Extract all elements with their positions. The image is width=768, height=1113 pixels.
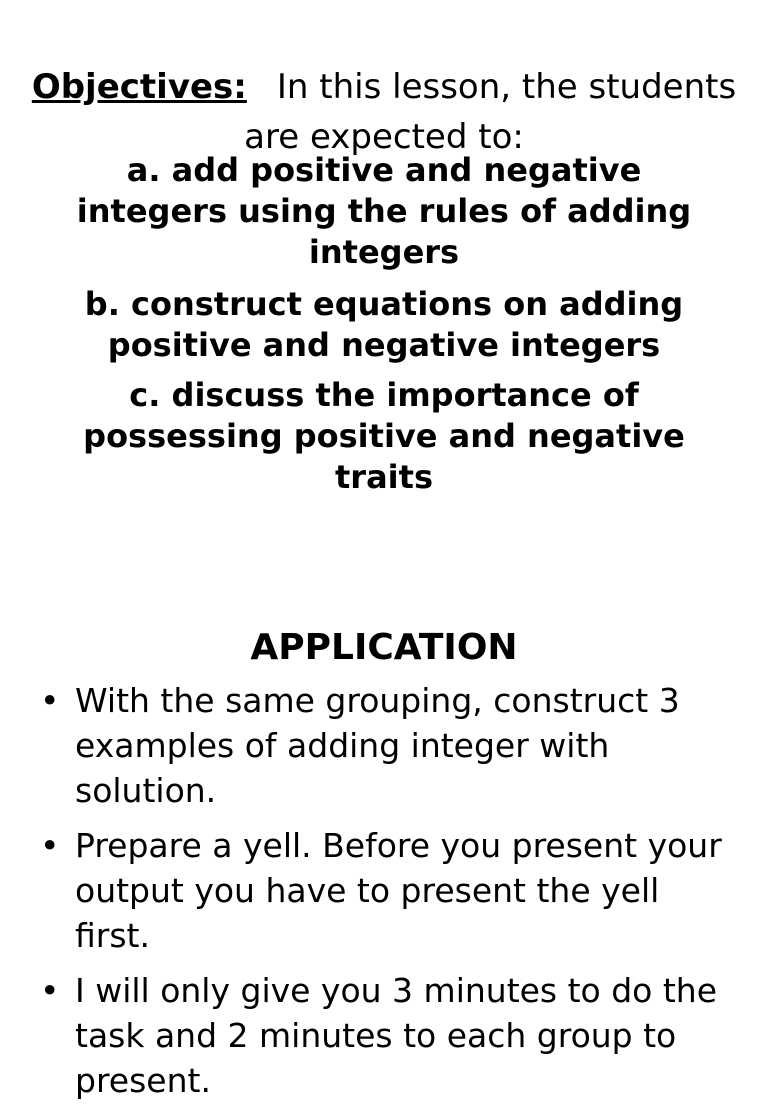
application-bullet xyxy=(0,823,768,958)
bullet-text: With the same grouping, construct 3 examples of adding integer with solution. xyxy=(75,681,680,810)
application-bullet-list xyxy=(0,678,768,1113)
objectives-intro: In this lesson, the students are expected to: xyxy=(244,67,737,157)
application-bullet xyxy=(0,968,768,1103)
bullet-dot-icon: • xyxy=(40,826,60,865)
objectives-slide xyxy=(0,0,768,520)
application-title: APPLICATION xyxy=(250,627,518,668)
objectives-heading xyxy=(0,62,768,162)
objective-a: a. add positive and negative integers using the rules of adding integers xyxy=(76,151,692,271)
objective-b: b. construct equations on adding positive and negative integers xyxy=(84,285,684,364)
bullet-text: Prepare a yell. Before you present your output you have to present the yell first. xyxy=(75,826,722,955)
objective-c: c. discuss the importance of possessing positive and negative traits xyxy=(83,376,685,496)
bullet-dot-icon: • xyxy=(40,681,60,720)
bullet-dot-icon: • xyxy=(40,971,60,1010)
objectives-label: Objectives: xyxy=(31,67,247,107)
application-bullet xyxy=(0,678,768,813)
bullet-text: I will only give you 3 minutes to do the task and 2 minutes to each group to present. xyxy=(75,971,718,1100)
